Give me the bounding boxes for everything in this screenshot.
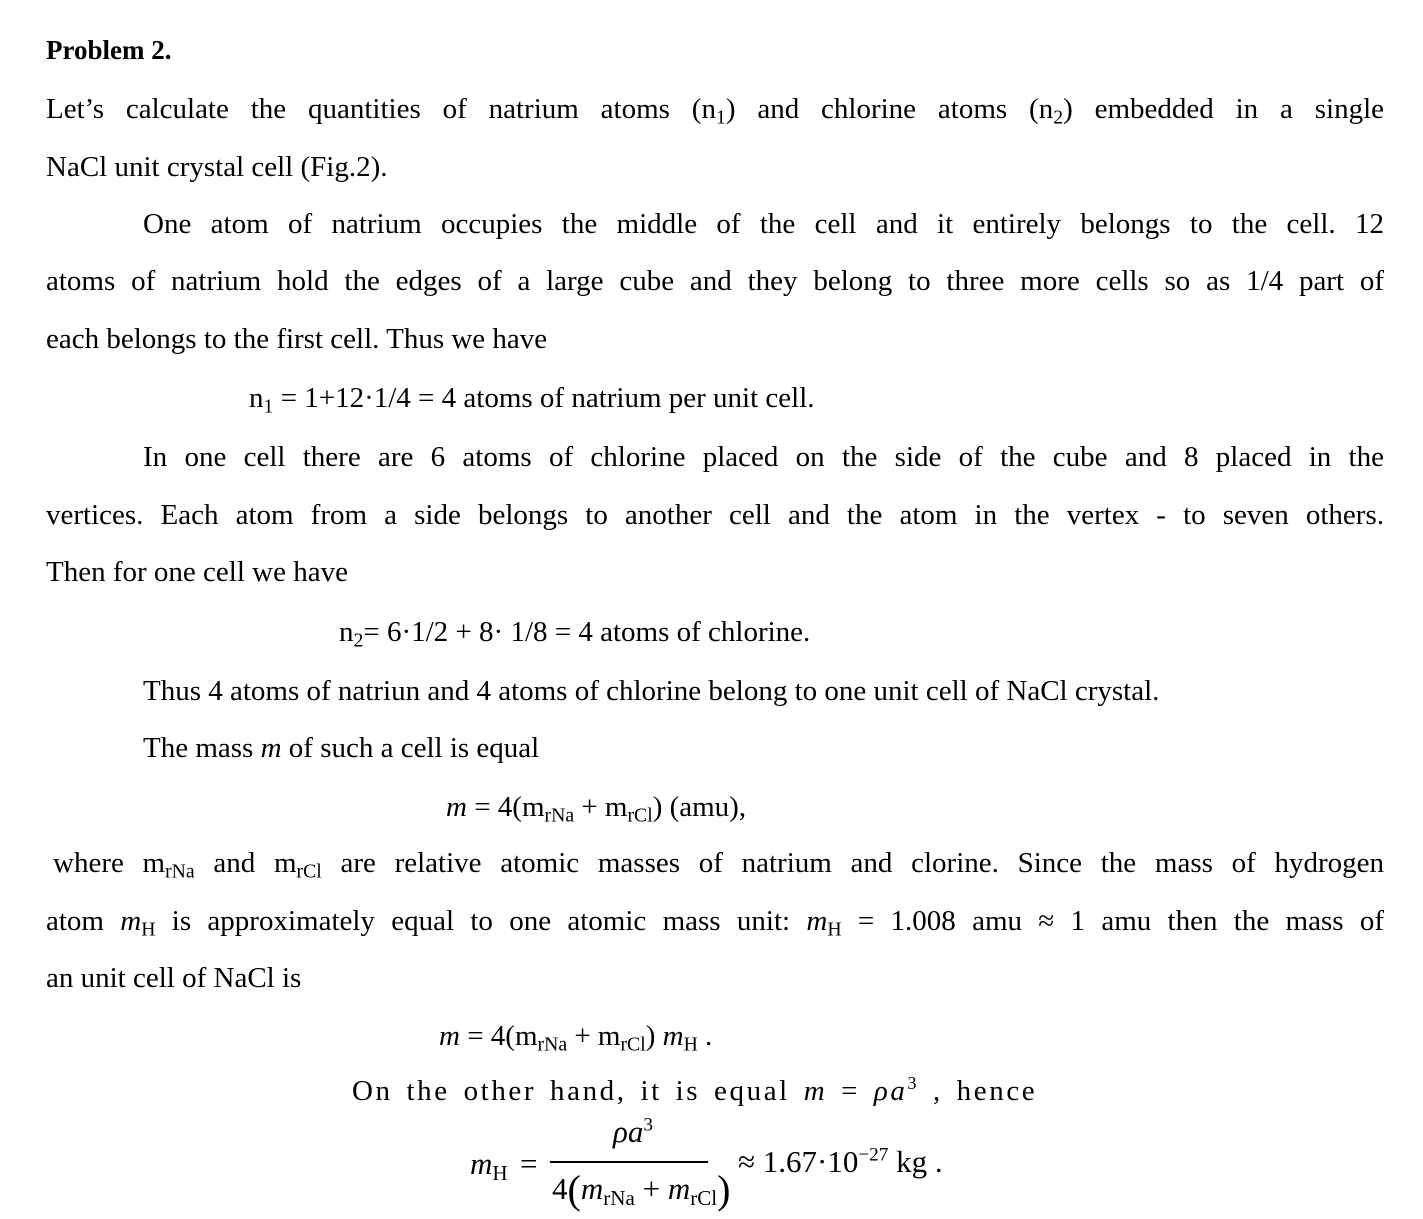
- subscript: rNa: [603, 1185, 635, 1210]
- text-run: = 4(m: [466, 791, 545, 823]
- paragraph-where-line-3: an unit cell of NaCl is: [46, 962, 302, 994]
- paragraph-chlorine-line-3: Then for one cell we have: [46, 556, 348, 588]
- subscript: rNa: [537, 1033, 568, 1056]
- text-run: are relative atomic masses of natrium and clorine. Since the mass of hydrogen: [321, 847, 1385, 879]
- equation-mass-mh: [439, 1020, 713, 1056]
- subscript: H: [827, 918, 842, 941]
- open-paren: (: [567, 1167, 581, 1212]
- text-run: The mass: [143, 732, 261, 764]
- subscript: rCl: [296, 860, 322, 883]
- subscript: 2: [353, 629, 364, 652]
- text-run: ): [645, 1020, 663, 1052]
- variable-m: m: [120, 905, 142, 937]
- equation-n1: [249, 382, 815, 418]
- problem-title: Problem 2.: [46, 35, 172, 65]
- text-run: = 1+12·1/4 = 4 atoms of natrium per unit cell.: [273, 382, 815, 414]
- superscript: 3: [643, 1114, 653, 1136]
- subscript: 1: [263, 395, 274, 418]
- paragraph-other-hand: [352, 1073, 1038, 1107]
- text-run: 4: [552, 1171, 568, 1206]
- paragraph-intro-line-1: [46, 93, 1384, 129]
- text-run: n: [339, 616, 354, 648]
- text-run: =: [827, 1075, 874, 1107]
- subscript: H: [683, 1033, 698, 1056]
- text-run: kg .: [888, 1144, 943, 1179]
- text-run: of such a cell is equal: [281, 732, 540, 764]
- variable-m: m: [439, 1020, 460, 1052]
- text-run: atom: [46, 905, 121, 937]
- text-run: ) and chlorine atoms (n: [725, 93, 1054, 125]
- subscript: rCl: [627, 804, 653, 827]
- subscript: H: [492, 1160, 508, 1185]
- variable-m: m: [470, 1146, 493, 1181]
- paragraph-chlorine-line-2: vertices. Each atom from a side belongs to another cell and the atom in the vertex - to seven others.: [46, 499, 1384, 531]
- text-run: +: [634, 1171, 668, 1206]
- text-run: n: [249, 382, 264, 414]
- equation-hydrogen-mass: [470, 1114, 990, 1215]
- paragraph-where-line-2: [46, 905, 1384, 941]
- paragraph-chlorine-line-1: In one cell there are 6 atoms of chlorine placed on the side of the cube and 8 placed in the: [143, 441, 1384, 473]
- subscript: H: [141, 918, 156, 941]
- paragraph-conclusion: Thus 4 atoms of natriun and 4 atoms of chlorine belong to one unit cell of NaCl crystal.: [143, 675, 1160, 707]
- equation-rhs: [738, 1144, 943, 1180]
- variable-m: m: [260, 732, 282, 764]
- superscript: 3: [907, 1073, 920, 1094]
- equation-mass-amu: [446, 791, 747, 827]
- fraction-bar: [550, 1161, 708, 1163]
- text-run: is approximately equal to one atomic mass unit:: [155, 905, 807, 937]
- text-run: and m: [194, 847, 297, 879]
- text-run: .: [697, 1020, 713, 1052]
- text-run: ≈ 1.67·10: [738, 1144, 859, 1179]
- subscript: rCl: [620, 1033, 646, 1056]
- text-run: = 6·1/2 + 8· 1/8 = 4 atoms of chlorine.: [363, 616, 811, 648]
- subscript: rNa: [165, 860, 195, 883]
- text-run: ) (amu),: [652, 791, 747, 823]
- variable-rho-a: ρa: [873, 1075, 908, 1107]
- paragraph-mass-intro: [143, 734, 539, 763]
- equals-sign: =: [520, 1146, 538, 1181]
- variable-m: m: [667, 1171, 691, 1206]
- text-run: = 4(m: [459, 1020, 538, 1052]
- subscript: rCl: [690, 1185, 718, 1210]
- subscript: rNa: [544, 804, 575, 827]
- subscript: 1: [715, 106, 726, 129]
- variable-m: m: [662, 1020, 684, 1052]
- text-run: + m: [574, 791, 628, 823]
- text-run: ) embedded in a single: [1063, 93, 1384, 125]
- superscript: −27: [858, 1144, 889, 1166]
- variable-m: m: [446, 791, 467, 823]
- text-run: + m: [567, 1020, 621, 1052]
- paragraph-where-line-1: [53, 847, 1385, 883]
- fraction-denominator: [552, 1166, 730, 1213]
- text-run: where m: [53, 847, 166, 879]
- paragraph-natrium-line-2: atoms of natrium hold the edges of a large cube and they belong to three more cells so as 1/4 part of: [46, 265, 1384, 297]
- variable-m: m: [803, 1075, 828, 1107]
- equation-lhs: [470, 1146, 508, 1185]
- variable-m: m: [806, 905, 828, 937]
- close-paren: ): [717, 1167, 731, 1212]
- text-run: = 1.008 amu ≈ 1 amu then the mass of: [841, 905, 1384, 937]
- variable-m: m: [580, 1171, 604, 1206]
- subscript: 2: [1053, 106, 1064, 129]
- text-run: , hence: [919, 1075, 1038, 1107]
- paragraph-intro-line-2: NaCl unit crystal cell (Fig.2).: [46, 151, 388, 183]
- paragraph-natrium-line-3: each belongs to the first cell. Thus we have: [46, 323, 548, 355]
- variable-rho-a: ρa: [613, 1114, 644, 1149]
- fraction-numerator: [558, 1114, 708, 1150]
- text-run: Let’s calculate the quantities of natrium atoms (n: [46, 93, 716, 125]
- equation-n2: [339, 616, 811, 652]
- text-run: On the other hand, it is equal: [352, 1075, 804, 1107]
- paragraph-natrium-line-1: One atom of natrium occupies the middle of the cell and it entirely belongs to the cell. 12: [143, 208, 1384, 240]
